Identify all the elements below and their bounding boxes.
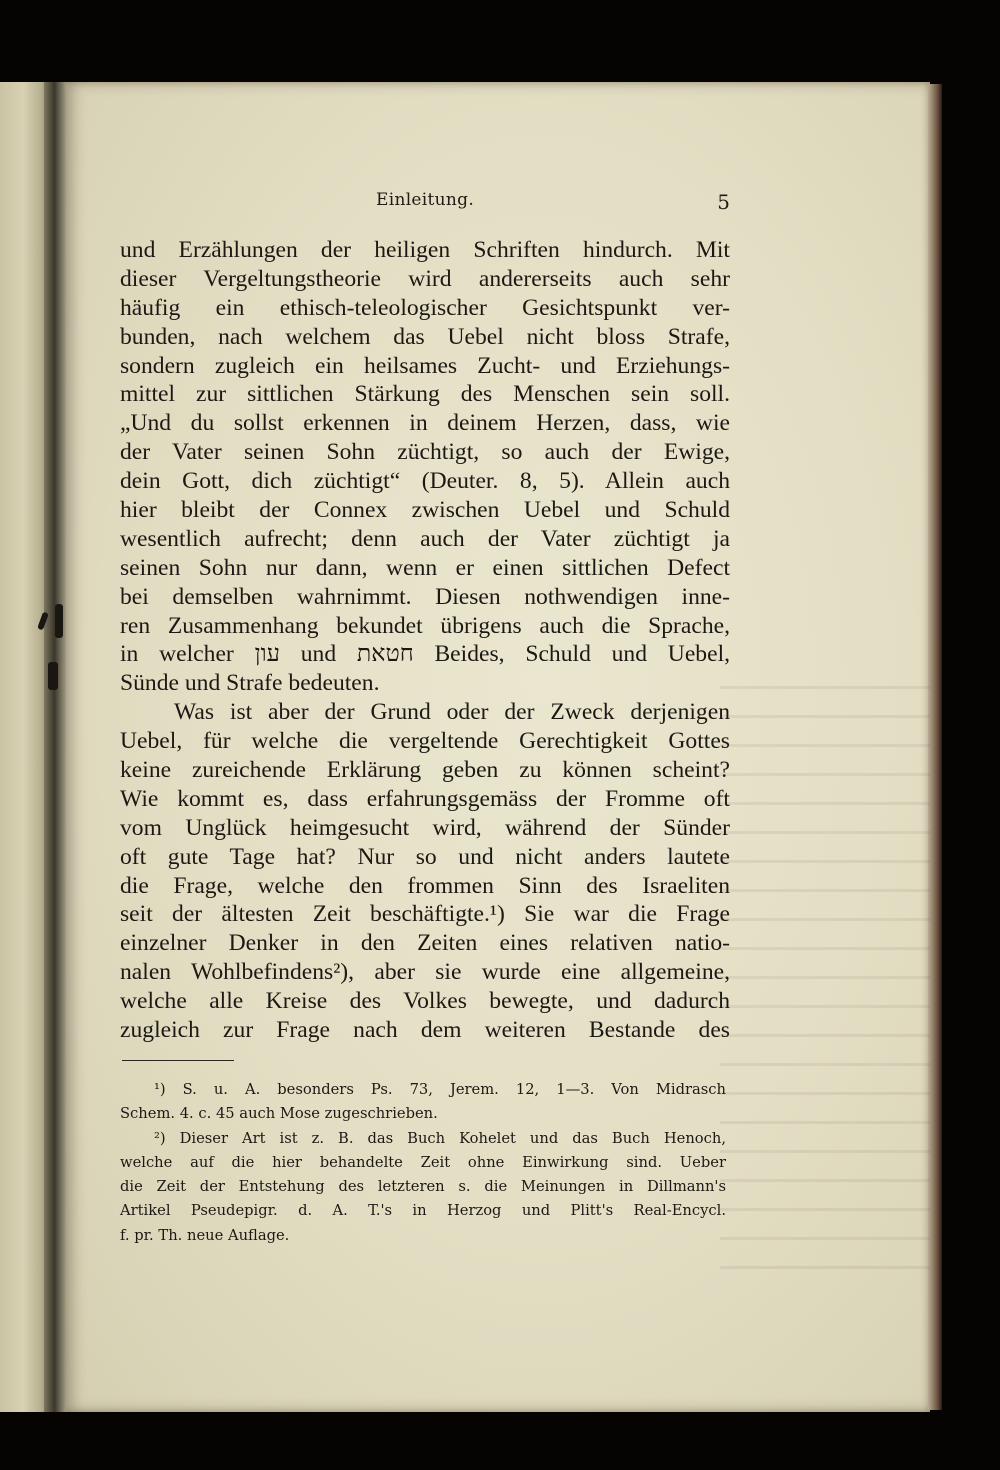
- text-line: keine zureichende Erklärung geben zu können scheint?: [120, 757, 730, 784]
- text-line: einzelner Denker in den Zeiten eines relativen natio-: [120, 930, 730, 957]
- text-line: und Erzählungen der heiligen Schriften hindurch. Mit: [120, 237, 730, 263]
- page-header: [120, 190, 730, 224]
- footnote-line: ¹) S. u. A. besonders Ps. 73, Jerem. 12, 1—3. Von Midrasch: [154, 1081, 726, 1098]
- text-line: seinen Sohn nur dann, wenn er einen sittlichen Defect: [120, 554, 730, 581]
- text-line: häufig ein ethisch-teleologischer Gesichtspunkt ver-: [120, 294, 730, 321]
- show-through-text: [720, 670, 930, 1270]
- text-line: Sünde und Strafe bedeuten.: [120, 670, 380, 697]
- margin-mark: [55, 604, 63, 638]
- text-line: dieser Vergeltungstheorie wird andererseits auch sehr: [120, 265, 730, 292]
- body-text: [120, 236, 730, 1045]
- text-line: mittel zur sittlichen Stärkung des Menschen sein soll.: [120, 381, 730, 408]
- page-number: 5: [717, 190, 730, 214]
- footnote-line: die Zeit der Entstehung des letzteren s. die Meinungen in Dillmann's: [120, 1178, 726, 1196]
- footnotes: [120, 1078, 726, 1248]
- text-line: vom Unglück heimgesucht wird, während der Sünder: [120, 814, 730, 841]
- page-fore-edge: [928, 84, 942, 1410]
- text-line: der Vater seinen Sohn züchtigt, so auch der Ewige,: [120, 439, 730, 466]
- text-line: sondern zugleich ein heilsames Zucht- und Erziehungs-: [120, 352, 730, 379]
- text-line: Wie kommt es, dass erfahrungsgemäss der Fromme oft: [120, 785, 730, 812]
- text-line: hier bleibt der Connex zwischen Uebel und Schuld: [120, 497, 730, 524]
- text-line: in welcher עון und חטאת Beides, Schuld und Uebel,: [120, 641, 731, 668]
- text-line: „Und du sollst erkennen in deinem Herzen, dass, wie: [120, 410, 730, 437]
- footnote-line: Schem. 4. c. 45 auch Mose zugeschrieben.: [120, 1105, 438, 1123]
- running-head: Einleitung.: [376, 190, 475, 210]
- text-line: ren Zusammenhang bekundet übrigens auch die Sprache,: [120, 612, 730, 639]
- text-line: nalen Wohlbefindens²), aber sie wurde eine allgemeine,: [120, 959, 730, 986]
- text-line: oft gute Tage hat? Nur so und nicht anders lautete: [120, 843, 730, 870]
- text-line: seit der ältesten Zeit beschäftigte.¹) Sie war die Frage: [120, 901, 730, 928]
- text-line: bei demselben wahrnimmt. Diesen nothwendigen inne-: [120, 583, 730, 610]
- footnote-line: f. pr. Th. neue Auflage.: [120, 1226, 290, 1244]
- text-line: wesentlich aufrecht; denn auch der Vater züchtigt ja: [120, 525, 730, 552]
- text-line: die Frage, welche den frommen Sinn des Israeliten: [120, 872, 730, 899]
- margin-mark: [48, 662, 58, 690]
- text-line: welche alle Kreise des Volkes bewegte, und dadurch: [120, 988, 730, 1015]
- footnote-rule: [122, 1060, 234, 1061]
- text-line: dein Gott, dich züchtigt“ (Deuter. 8, 5). Allein auch: [120, 468, 730, 495]
- footnote-line: Artikel Pseudepigr. d. A. T.'s in Herzog und Plitt's Real-Encycl.: [120, 1202, 726, 1220]
- text-line: bunden, nach welchem das Uebel nicht bloss Strafe,: [120, 323, 730, 350]
- footnote-line: welche auf die hier behandelte Zeit ohne Einwirkung sind. Ueber: [120, 1153, 726, 1171]
- footnote-line: ²) Dieser Art ist z. B. das Buch Kohelet und das Buch Henoch,: [154, 1129, 726, 1147]
- text-line: zugleich zur Frage nach dem weiteren Bestande des: [120, 1017, 730, 1044]
- text-line: Uebel, für welche die vergeltende Gerechtigkeit Gottes: [120, 728, 730, 755]
- text-line: Was ist aber der Grund oder der Zweck derjenigen: [174, 699, 730, 726]
